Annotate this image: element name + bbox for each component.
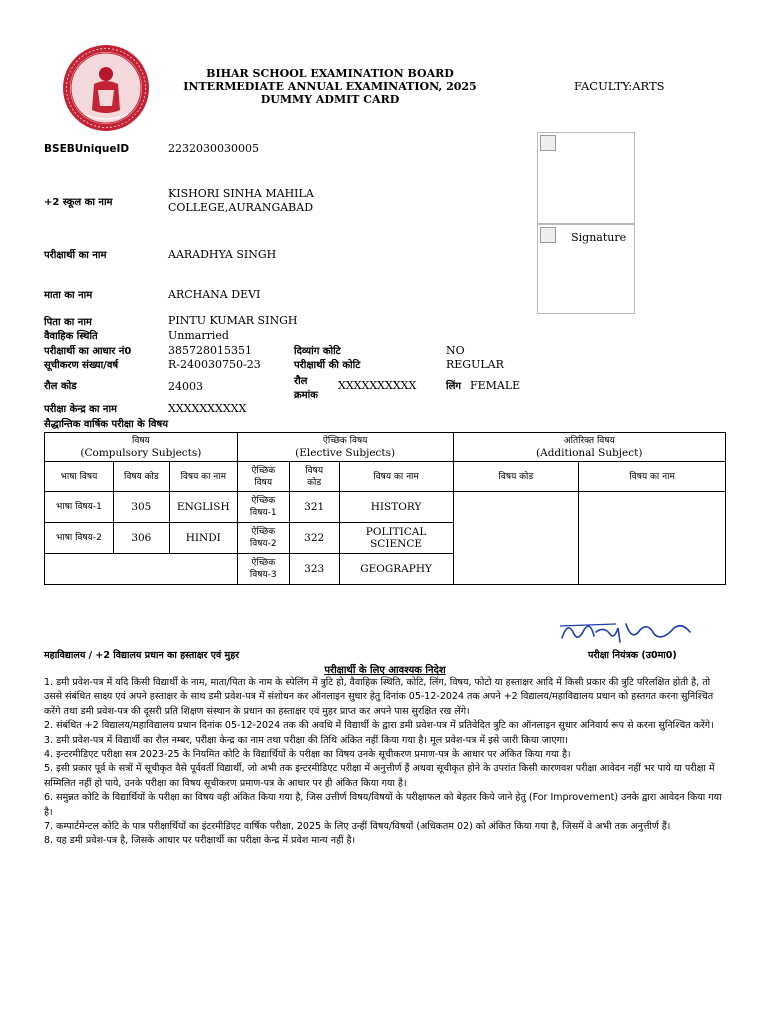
elective-label-line2: विषय-1	[249, 508, 277, 518]
disability-label: दिव्यांग कोटि	[294, 346, 341, 357]
photo-placeholder	[537, 132, 635, 224]
category-label: परीक्षार्थी की कोटि	[294, 360, 361, 371]
table-column-header-row	[45, 462, 726, 492]
elective-label	[237, 554, 289, 585]
table-row	[45, 492, 726, 523]
elective-label-line1: ऐच्छिक	[251, 527, 276, 537]
faculty-label: FACULTY:ARTS	[574, 79, 665, 93]
registration-label: सूचीकरण संख्या/वर्ष	[44, 360, 119, 371]
compulsory-label: भाषा विषय-2	[45, 523, 114, 554]
broken-image-icon	[540, 227, 556, 243]
group-hi: ऐच्छिक विषय	[322, 436, 368, 446]
elective-name: POLITICAL SCIENCE	[339, 523, 453, 554]
elective-code: 323	[289, 554, 339, 585]
col-elective-name: विषय का नाम	[339, 462, 453, 492]
unique-id-value: 2232030030005	[168, 142, 259, 155]
additional-group-header	[453, 433, 725, 462]
additional-code-cell	[453, 492, 579, 585]
col-code-line1: विषय	[305, 465, 324, 476]
marital-value: Unmarried	[168, 329, 229, 342]
subjects-table	[44, 432, 726, 585]
col-elective-code	[289, 462, 339, 492]
instruction-item: 6. समुन्नत कोटि के विद्यार्थियों के परीक्षा का विषय वही अंकित किया गया है, जिस उत्तीर्ण विषय/विषयों के परीक्षाफल को बेहतर किये जाने हेतु (For Improvement) उनके द्वारा आवेदन किया गया है।	[44, 792, 722, 818]
exam-name: INTERMEDIATE ANNUAL EXAMINATION, 2025	[183, 80, 477, 93]
marital-label: वैवाहिक स्थिति	[44, 331, 98, 342]
col-subject-code: विषय कोड	[113, 462, 169, 492]
centre-label: परीक्षा केन्द्र का नाम	[44, 404, 118, 415]
category-value: REGULAR	[446, 358, 504, 371]
instructions-title: परीक्षार्थी के लिए आवश्यक निदेश	[324, 665, 446, 676]
roll-code-label: रौल कोड	[44, 381, 77, 392]
aadhar-label: परीक्षार्थी का आधार नं0	[44, 346, 132, 357]
father-name-label: पिता का नाम	[44, 317, 92, 328]
elective-label-line1: ऐच्छिक	[251, 558, 276, 568]
compulsory-code: 305	[113, 492, 169, 523]
instruction-item: 5. इसी प्रकार पूर्व के सत्रों में सूचीकृत वैसे पूर्ववर्ती विद्यार्थी, जो अभी तक इन्टरमीडिएट परीक्षा में अनुत्तीर्ण हैं अथवा सूचीकृत होने के उपरांत किसी कारणवश परीक्षा आवेदन नहीं भर पाये या परीक्षा में सम्मिलित नहीं हो पाये, उनके परीक्षा का विषय सूचीकरण प्रमाण-पत्र के आधार पर ही अंकित किया गया है।	[44, 763, 715, 789]
compulsory-label: भाषा विषय-1	[45, 492, 114, 523]
group-en: (Compulsory Subjects)	[80, 447, 202, 459]
col-elective-line1: ऐच्छिक	[251, 465, 276, 476]
elective-code: 322	[289, 523, 339, 554]
compulsory-group-header	[45, 433, 238, 462]
col-elective	[237, 462, 289, 492]
elective-label-line1: ऐच्छिक	[251, 496, 276, 506]
school-value-line2: COLLEGE,AURANGABAD	[168, 201, 314, 214]
elective-label	[237, 492, 289, 523]
header-block	[180, 67, 480, 106]
mother-name-value: ARCHANA DEVI	[168, 288, 261, 301]
school-label: +2 स्कूल का नाम	[44, 197, 113, 208]
instruction-item: 8. यह डमी प्रवेश-पत्र है, जिसके आधार पर परीक्षार्थी का परीक्षा केन्द्र में प्रवेश मान्य नहीं है।	[44, 835, 356, 847]
elective-label-line2: विषय-3	[249, 570, 277, 580]
compulsory-name: ENGLISH	[169, 492, 237, 523]
instruction-item: 3. डमी प्रवेश-पत्र में विद्यार्थी का रौल नम्बर, परीक्षा केन्द्र का नाम तथा परीक्षा की तिथि अंकित नहीं किया गया है। मूल प्रवेश-पत्र में इसे जारी किया जाएगा।	[44, 734, 569, 746]
compulsory-name: HINDI	[169, 523, 237, 554]
empty-compulsory-cell	[45, 554, 238, 585]
instruction-item: 4. इन्टरमीडिएट परीक्षा सत्र 2023-25 के नियमित कोटि के विद्यार्थियों के परीक्षा का विषय उनके सूचीकरण प्रमाण-पत्र के आधार पर अंकित किया गया है।	[44, 749, 571, 761]
board-name: BIHAR SCHOOL EXAMINATION BOARD	[206, 67, 454, 80]
table-group-header-row	[45, 433, 726, 462]
disability-value: NO	[446, 344, 465, 357]
group-en: (Elective Subjects)	[295, 447, 396, 459]
mother-name-label: माता का नाम	[44, 290, 93, 301]
student-name-label: परीक्षार्थी का नाम	[44, 250, 107, 261]
school-value-line1: KISHORI SINHA MAHILA	[168, 187, 314, 200]
elective-code: 321	[289, 492, 339, 523]
gender-label: लिंग	[446, 381, 461, 392]
col-elective-line2: विषय	[254, 477, 273, 488]
compulsory-code: 306	[113, 523, 169, 554]
registration-value: R-240030750-23	[168, 358, 261, 371]
signature-placeholder	[537, 224, 635, 314]
col-code-line2: कोड	[307, 477, 322, 488]
col-additional-code: विषय कोड	[453, 462, 579, 492]
signature-alt-text: Signature	[571, 231, 627, 244]
elective-group-header	[237, 433, 453, 462]
additional-name-cell	[579, 492, 726, 585]
group-hi: अतिरिक्त विषय	[563, 436, 615, 446]
centre-value: XXXXXXXXXX	[168, 402, 247, 415]
col-lang-subject: भाषा विषय	[45, 462, 114, 492]
instructions-list	[44, 676, 730, 849]
elective-label-line2: विषय-2	[249, 539, 277, 549]
elective-name: GEOGRAPHY	[339, 554, 453, 585]
instruction-item: 1. डमी प्रवेश-पत्र में यदि किसी विद्यार्थी के नाम, माता/पिता के नाम के स्पेलिंग में त्रुटि हो, वैवाहिक स्थिति, कोटि, लिंग, विषय, फोटो या हस्ताक्षर आदि में किसी प्रकार की त्रुटि परिलक्षित होती है, तो उससे संबंधित साक्ष्य एवं अपने हस्ताक्षर के साथ डमी प्रवेश-पत्र में संशोधन कर ऑनलाइन सुधार हेतु दिनांक 05-12-2024 तक अपने +2 विद्यालय/महाविद्यालय प्रधान को हस्तगत करना सुनिश्चित करेंगे तथा डमी प्रवेश-पत्र की दूसरी प्रति शिक्षण संस्थान के प्रधान का हस्ताक्षर एवं मुहर प्राप्त कर अपने पास सुरक्षित रख लेंगे।	[44, 677, 714, 717]
bseb-logo	[62, 44, 150, 132]
gender-value: FEMALE	[470, 379, 521, 392]
group-en: (Additional Subject)	[536, 447, 643, 459]
controller-signature	[556, 612, 696, 652]
roll-no-value: XXXXXXXXXX	[338, 379, 417, 392]
elective-name: HISTORY	[339, 492, 453, 523]
group-hi: विषय	[132, 436, 150, 446]
instruction-item: 2. संबंधित +2 विद्यालय/महाविद्यालय प्रधान दिनांक 05-12-2024 तक की अवधि में विद्यार्थी के द्वारा डमी प्रवेश-पत्र में प्रतिवेदित त्रुटि का ऑनलाइन सुधार अनिवार्य रूप से करना सुनिश्चित करेंगे।	[44, 720, 714, 732]
roll-no-label-line1: रौल	[294, 376, 308, 387]
elective-label	[237, 523, 289, 554]
col-additional-name: विषय का नाम	[579, 462, 726, 492]
broken-image-icon	[540, 135, 556, 151]
student-name-value: AARADHYA SINGH	[168, 248, 277, 261]
col-subject-name: विषय का नाम	[169, 462, 237, 492]
aadhar-value: 385728015351	[168, 344, 252, 357]
father-name-value: PINTU KUMAR SINGH	[168, 314, 298, 327]
unique-id-label: BSEBUniqueID	[44, 143, 130, 155]
principal-signature-label: महाविद्यालय / +2 विद्यालय प्रधान का हस्ताक्षर एवं मुहर	[44, 650, 240, 661]
controller-label: परीक्षा नियंत्रक (उ0मा0)	[588, 650, 677, 661]
roll-no-label-line2: क्रमांक	[294, 390, 318, 401]
card-type: DUMMY ADMIT CARD	[260, 93, 400, 106]
instruction-item: 7. कम्पार्टमेन्टल कोटि के पात्र परीक्षार्थियों का इंटरमीडिएट वार्षिक परीक्षा, 2025 के लिए उन्हीं विषय/विषयों (अधिकतम 02) को अंकित किया गया है, जिसमें वे अभी तक अनुत्तीर्ण हैं।	[44, 821, 671, 833]
roll-code-value: 24003	[168, 380, 203, 393]
theory-subjects-label: सैद्धान्तिक वार्षिक परीक्षा के विषय	[44, 419, 169, 430]
